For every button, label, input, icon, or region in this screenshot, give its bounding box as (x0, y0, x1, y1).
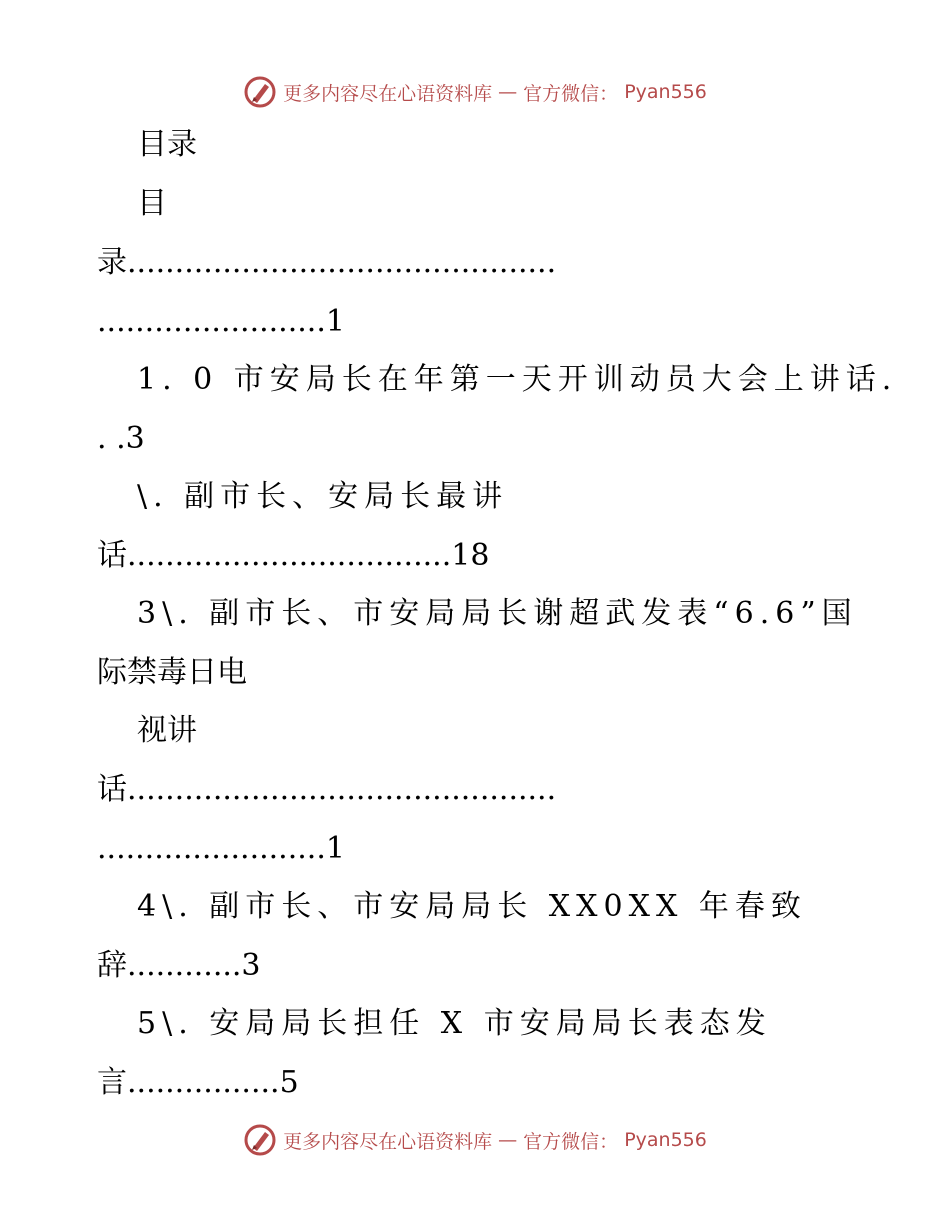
toc-line-12: ........................1 (97, 831, 345, 866)
footer-banner (0, 1120, 950, 1160)
header-wechat-label: 官方微信： (523, 82, 619, 105)
footer-separator: — (498, 1129, 518, 1151)
header-separator: — (498, 81, 518, 103)
toc-line-4: 1. 0 市安局长在年第一天开训动员大会上讲话. (137, 362, 898, 397)
toc-line-13: 4\. 副市长、市安局局长 XX0XX 年春致 (137, 889, 807, 924)
toc-line-14: 辞............3 (97, 948, 261, 983)
footer-brand-text: 更多内容尽在心语资料库 (283, 1130, 493, 1153)
footer-wechat-label: 官方微信： (523, 1130, 619, 1153)
toc-line-1: 目 (137, 186, 167, 221)
toc-line-3: ........................1 (97, 304, 345, 339)
footer-wechat-id: Pyan556 (624, 1129, 707, 1151)
toc-line-10: 视讲 (137, 713, 197, 748)
toc-line-15: 5\. 安局局长担任 X 市安局局长表态发 (137, 1006, 772, 1041)
pen-logo-icon (243, 75, 277, 109)
header-brand-text: 更多内容尽在心语资料库 (283, 82, 493, 105)
pen-logo-icon (243, 1123, 277, 1157)
header-wechat-id: Pyan556 (624, 81, 707, 103)
toc-line-5: . .3 (97, 421, 145, 456)
toc-line-9: 际禁毒日电 (97, 655, 247, 690)
toc-line-16: 言................5 (97, 1065, 299, 1100)
toc-line-7: 话..................................18 (97, 538, 490, 573)
toc-line-11: 话............................................. (97, 772, 557, 807)
toc-heading: 目录 (137, 127, 197, 162)
toc-line-2: 录............................................. (97, 245, 557, 280)
toc-line-8: 3\. 副市长、市安局局长谢超武发表“6.6”国 (137, 596, 858, 631)
toc-line-6: \. 副市长、安局长最讲 (137, 479, 509, 514)
header-banner (0, 72, 950, 112)
